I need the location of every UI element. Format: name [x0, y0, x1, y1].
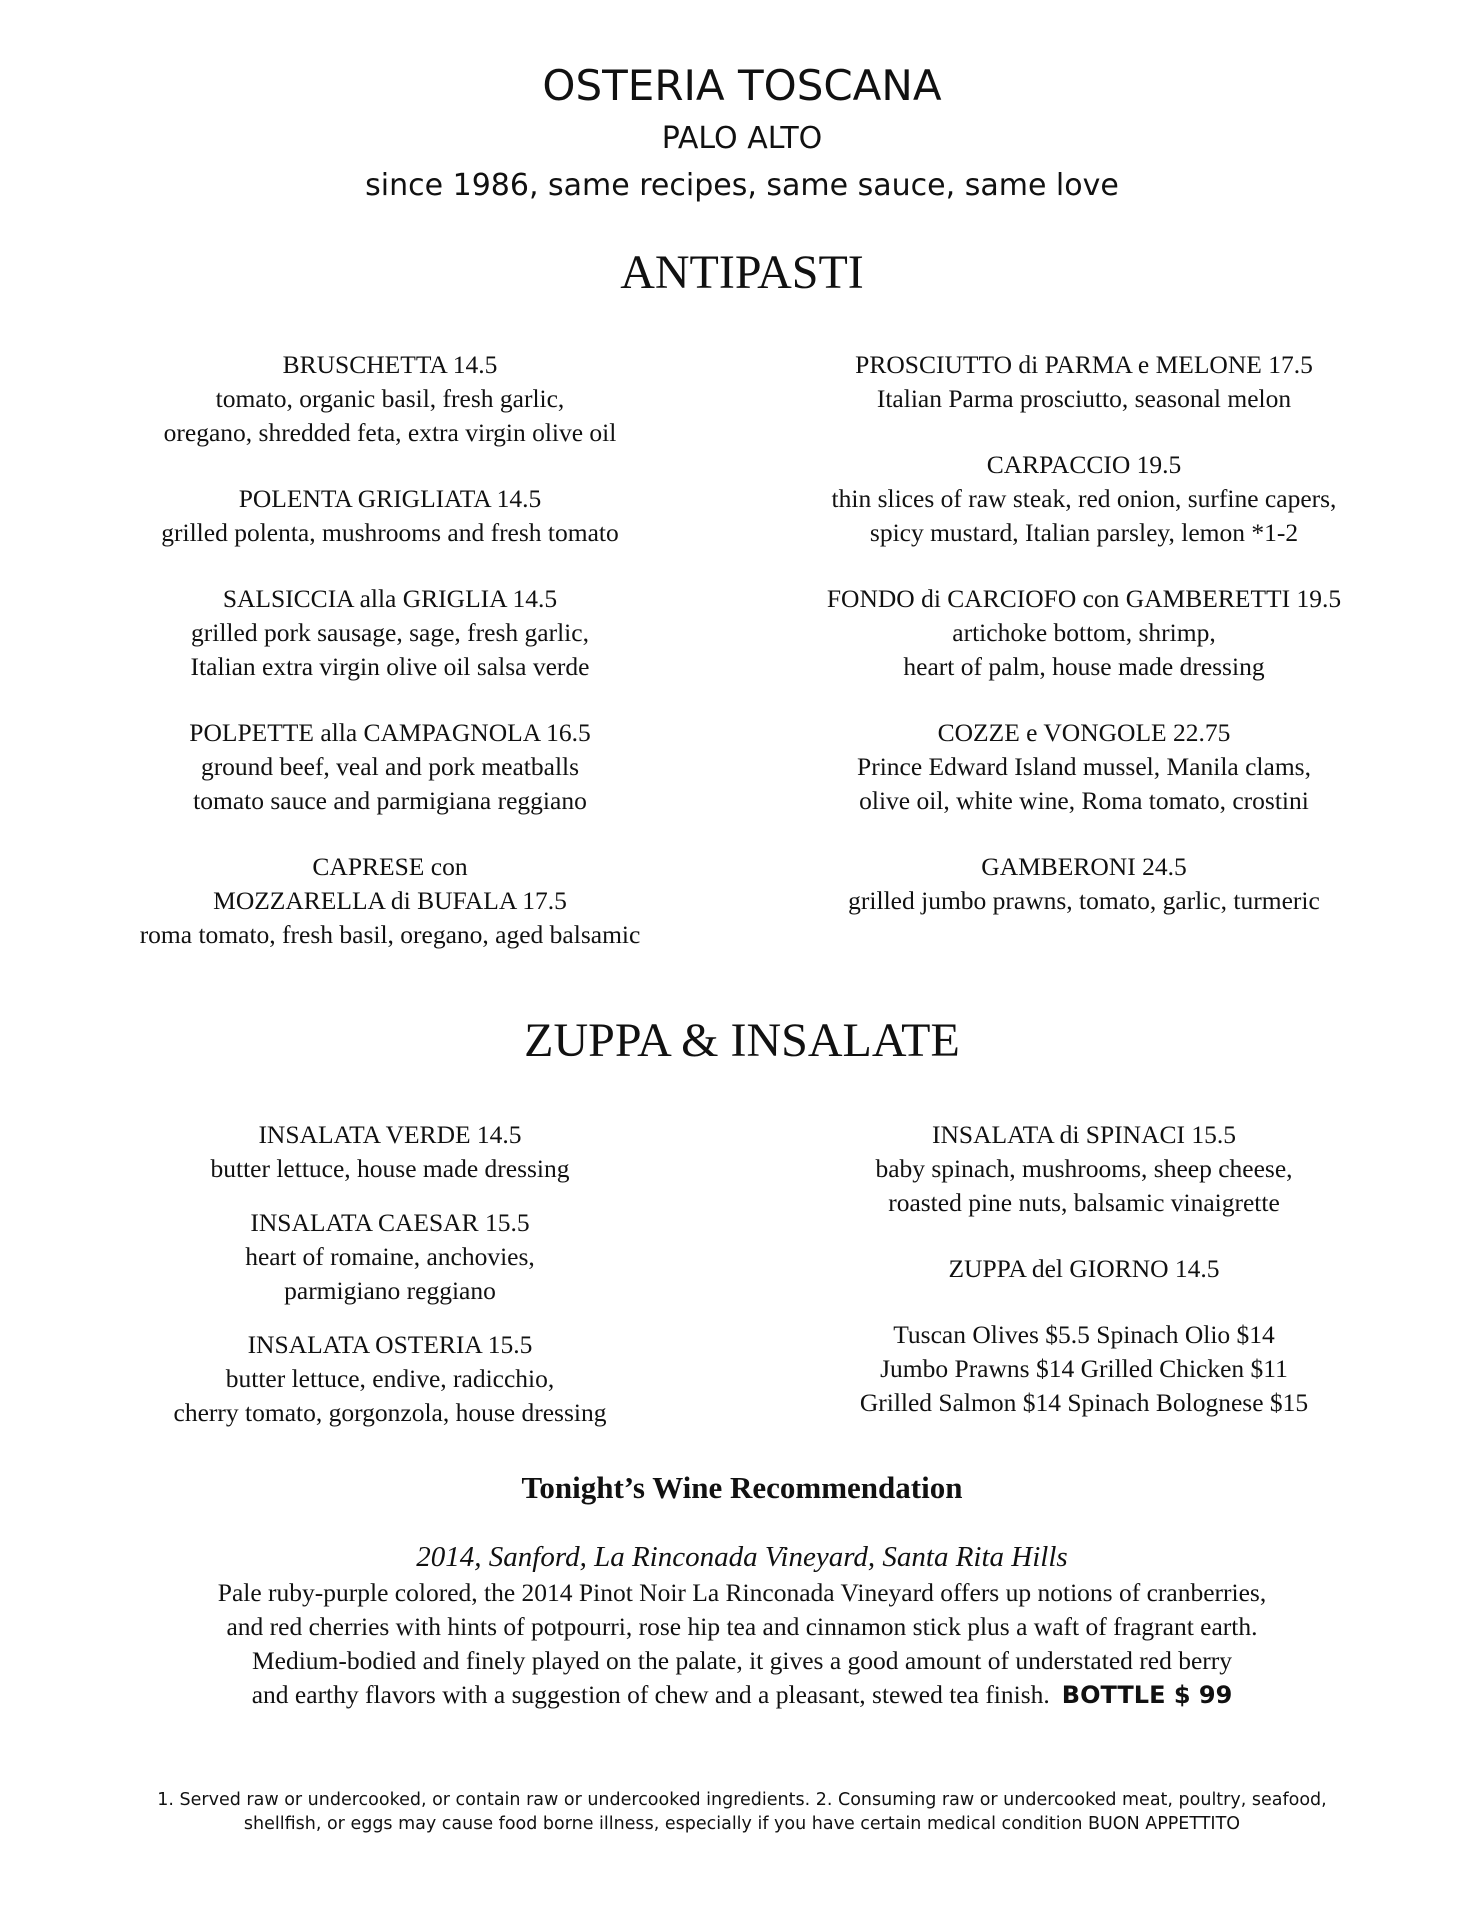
antipasti-right-column — [784, 348, 1384, 950]
menu-item-description: butter lettuce, endive, radicchio, — [225, 1364, 555, 1393]
menu-item — [784, 850, 1384, 918]
menu-item — [90, 1118, 690, 1186]
menu-item — [784, 1118, 1384, 1220]
menu-item — [90, 582, 690, 684]
wine-recommendation-heading: Tonight’s Wine Recommendation — [521, 1470, 963, 1505]
menu-item-description: grilled polenta, mushrooms and fresh tomato — [161, 518, 619, 547]
menu-item-description: artichoke bottom, shrimp, — [952, 618, 1216, 647]
menu-item-description: Italian extra virgin olive oil salsa verde — [190, 652, 590, 681]
menu-item-name: ZUPPA del GIORNO 14.5 — [948, 1254, 1220, 1283]
wine-description-line: Pale ruby-purple colored, the 2014 Pinot Noir La Rinconada Vineyard offers up notions of cranberries, — [217, 1578, 1267, 1607]
menu-item-name: BRUSCHETTA 14.5 — [282, 350, 498, 379]
menu-item-description: Italian Parma prosciutto, seasonal melon — [876, 384, 1292, 413]
menu-item-description: tomato, organic basil, fresh garlic, — [215, 384, 565, 413]
menu-item-description: tomato sauce and parmigiana reggiano — [193, 786, 587, 815]
wine-description-line: and earthy flavors with a suggestion of chew and a pleasant, stewed tea finish. — [251, 1680, 1050, 1709]
add-on-line: Grilled Salmon $14 Spinach Bolognese $15 — [859, 1388, 1309, 1417]
menu-item — [784, 448, 1384, 550]
menu-item-name: INSALATA OSTERIA 15.5 — [247, 1330, 533, 1359]
menu-item-name: INSALATA CAESAR 15.5 — [250, 1208, 530, 1237]
menu-item-name: FONDO di CARCIOFO con GAMBERETTI 19.5 — [826, 584, 1342, 613]
menu-item — [90, 482, 690, 550]
menu-item-description: oregano, shredded feta, extra virgin olive oil — [163, 418, 617, 447]
menu-item-description: spicy mustard, Italian parsley, lemon *1-2 — [869, 518, 1299, 547]
menu-item — [90, 1206, 690, 1308]
menu-item-description: olive oil, white wine, Roma tomato, crostini — [859, 786, 1309, 815]
menu-item-description: roasted pine nuts, balsamic vinaigrette — [888, 1188, 1280, 1217]
menu-item — [784, 582, 1384, 684]
menu-item-description: grilled pork sausage, sage, fresh garlic, — [191, 618, 589, 647]
menu-item-name: GAMBERONI 24.5 — [981, 852, 1187, 881]
restaurant-tagline: since 1986, same recipes, same sauce, same love — [365, 168, 1119, 203]
menu-item-name: POLENTA GRIGLIATA 14.5 — [238, 484, 542, 513]
wine-description — [0, 1576, 1484, 1712]
menu-item-description: grilled jumbo prawns, tomato, garlic, turmeric — [848, 886, 1320, 915]
restaurant-city: PALO ALTO — [661, 121, 823, 156]
menu-item-name: SALSICCIA alla GRIGLIA 14.5 — [222, 584, 558, 613]
menu-item-description: baby spinach, mushrooms, sheep cheese, — [875, 1154, 1293, 1183]
menu-item — [90, 348, 690, 450]
menu-item-name: CARPACCIO 19.5 — [986, 450, 1182, 479]
menu-item-name: COZZE e VONGOLE 22.75 — [937, 718, 1231, 747]
footnote-line: 1. Served raw or undercooked, or contain raw or undercooked ingredients. 2. Consuming raw or undercooked meat, poultry, seafood, — [157, 1790, 1327, 1810]
menu-item-name: INSALATA di SPINACI 15.5 — [932, 1120, 1236, 1149]
antipasti-left-column — [90, 348, 690, 984]
add-on-line: Jumbo Prawns $14 Grilled Chicken $11 — [880, 1354, 1288, 1383]
menu-item-name: POLPETTE alla CAMPAGNOLA 16.5 — [189, 718, 591, 747]
wine-description-line: Medium-bodied and finely played on the palate, it gives a good amount of understated red berry — [251, 1646, 1233, 1675]
add-ons-list — [784, 1318, 1384, 1420]
menu-item — [784, 1252, 1384, 1286]
menu-item-description: heart of palm, house made dressing — [903, 652, 1265, 681]
bottle-price: BOTTLE $ 99 — [1061, 1681, 1233, 1709]
menu-item-description: parmigiano reggiano — [284, 1276, 496, 1305]
menu-item-name: CAPRESE con — [312, 852, 468, 881]
section-title-antipasti: ANTIPASTI — [620, 246, 864, 299]
menu-item-description: heart of romaine, anchovies, — [245, 1242, 535, 1271]
menu-item — [784, 716, 1384, 818]
menu-item — [90, 850, 690, 952]
menu-item-name: INSALATA VERDE 14.5 — [258, 1120, 522, 1149]
menu-item-name: PROSCIUTTO di PARMA e MELONE 17.5 — [855, 350, 1313, 379]
menu-item-description: Prince Edward Island mussel, Manila clams, — [857, 752, 1311, 781]
menu-item-description: butter lettuce, house made dressing — [210, 1154, 570, 1183]
wine-description-last-line — [0, 1678, 1484, 1712]
wine-description-line: and red cherries with hints of potpourri, rose hip tea and cinnamon stick plus a waft of fragrant earth. — [226, 1612, 1258, 1641]
menu-item — [90, 716, 690, 818]
section-title-zuppa-insalate: ZUPPA & INSALATE — [524, 1014, 960, 1067]
restaurant-name: OSTERIA TOSCANA — [542, 61, 942, 110]
add-on-line: Tuscan Olives $5.5 Spinach Olio $14 — [893, 1320, 1275, 1349]
menu-item-description: cherry tomato, gorgonzola, house dressing — [173, 1398, 607, 1427]
menu-item-name: MOZZARELLA di BUFALA 17.5 — [213, 886, 567, 915]
menu-item-description: thin slices of raw steak, red onion, surfine capers, — [831, 484, 1337, 513]
zuppa-right-column — [784, 1118, 1384, 1420]
footnotes — [0, 1788, 1484, 1836]
footnote-line: shellfish, or eggs may cause food borne illness, especially if you have certain medical condition BUON APPETTITO — [243, 1814, 1241, 1834]
wine-name: 2014, Sanford, La Rinconada Vineyard, Santa Rita Hills — [416, 1541, 1068, 1573]
menu-item — [784, 348, 1384, 416]
menu-item-description: ground beef, veal and pork meatballs — [200, 752, 580, 781]
menu-item-description: roma tomato, fresh basil, oregano, aged balsamic — [139, 920, 641, 949]
menu-item — [90, 1328, 690, 1430]
zuppa-left-column — [90, 1118, 690, 1450]
